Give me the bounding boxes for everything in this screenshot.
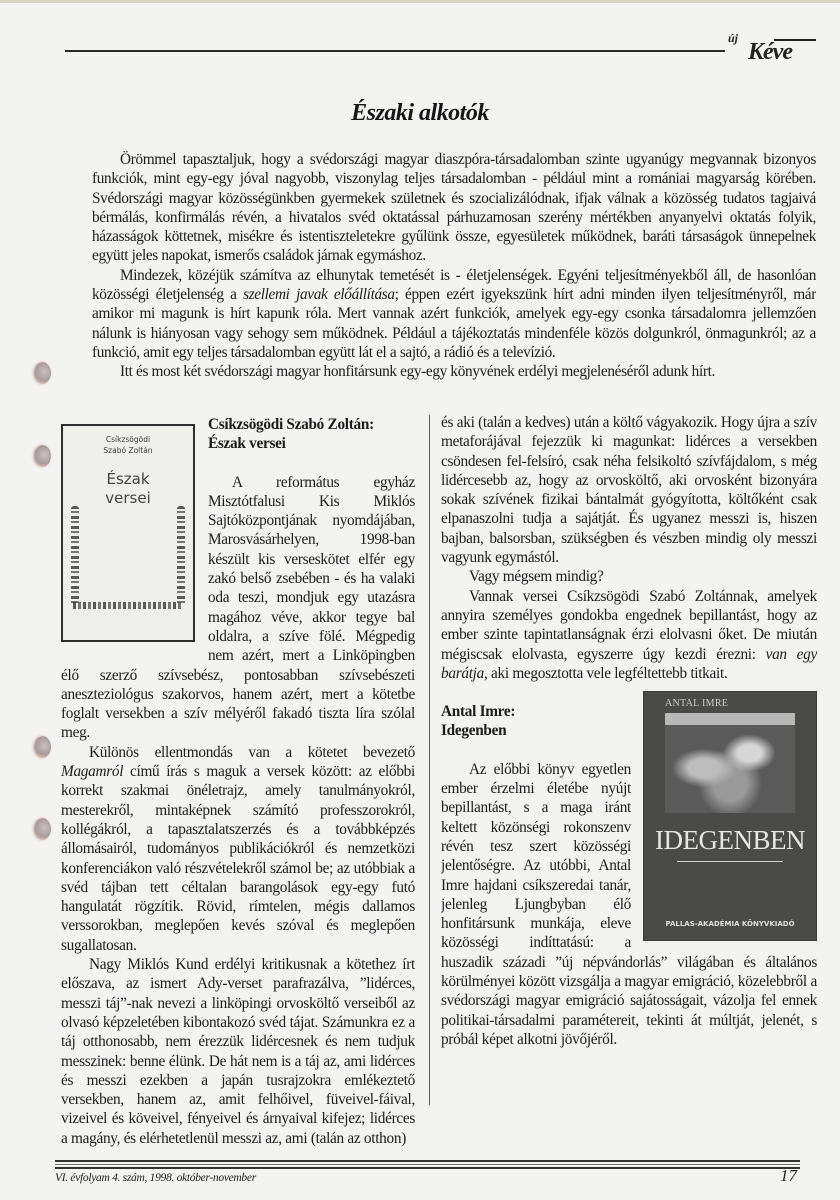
book1-heading-line1: Csíkzsögödi Szabó Zoltán: <box>208 416 374 433</box>
book2-heading-line1: Antal Imre: <box>441 703 516 721</box>
header-rule <box>65 50 725 52</box>
intro-paragraph-3 <box>92 362 816 381</box>
cover-title <box>63 470 193 508</box>
intro-p2-text-a: Mindezek, közéjük számítva az elhunytak temetését is - életjelenségek. Egyéni teljesítményekből áll, de hasonlóan közösségi életjelenség a <box>92 266 816 304</box>
cover2-author: ANTAL IMRE <box>665 698 729 710</box>
intro-paragraph-2 <box>92 266 816 362</box>
column-divider <box>429 415 430 1105</box>
book2-paragraph-1-cont: és általános körülményei között vizsgálja a magyar emigráció, közelebbről a svédországi magyar emigráció sajátosságait, vázolja fel ennek politikai-társadalmi paramétereit, tekinti át múltját, jelenét, s próbál képet alkotni jövőjéről. <box>441 953 817 1048</box>
cover2-publisher: PALLAS-AKADÉMIA KÖNYVKIADÓ <box>665 920 795 929</box>
left-column <box>61 415 415 1155</box>
book1-paragraph-2 <box>61 743 415 955</box>
binder-hole <box>34 818 51 840</box>
binder-hole <box>34 362 51 384</box>
logo-prefix: új <box>728 31 739 45</box>
binder-hole <box>34 736 51 758</box>
intro-p2-italic: szellemi javak előállítása <box>243 286 395 304</box>
footer-rule-1 <box>55 1160 800 1162</box>
floral-ornament-bottom <box>73 602 183 609</box>
book1-paragraph-5 <box>441 587 817 683</box>
floral-ornament-right <box>177 506 185 606</box>
cover-author-line2: Szabó Zoltán <box>103 446 153 455</box>
book1-paragraph-3-cont: és aki (talán a kedves) után a költő vágyakozik. Hogy újra a szív metaforájával fejezzük ki magunkat: lidérces a versekben csöndesen fel-felsíró, csak néha felsikoltó szívfájdalom, s még lidércesebb az, hogy az orvosköltő, aki orvosként bizonyára sokak szívének fizikai bántalmát gyógyította, költőként csak elpanaszolni tudja a sajátját. És ugyanez messzi is, hiszen bajban, balsorsban, szükségben és vészben mindig oly messzi vagyunk egymástól. <box>441 414 817 567</box>
book-cover-eszak-versei <box>61 424 195 642</box>
intro-p1-text: Örömmel tapasztaljuk, hogy a svédországi magyar diaszpóra-társadalomban szinte ugyanúgy megvannak bizonyos funkciók, mint egy-egy jóval nagyobb, viszonylag teljes társadalomban - például mint a romániai magyarság körében. Svédországi magyar közösségünkben gyermekek születnek és szocializálódnak, ifjak válnak a közösség tudatos tagjaivá bérmálás, konfirmálás révén, a hivatalos svéd oktatással párhuzamosan szerény mértékben anyanyelvi oktatás folyik, házasságok köttetnek, misékre és istentiszteletekre gyűlünk össze, egyesületek működnek, baráti társaságok ünnepelnek együtt jeles napokat, ismerős családok járnak egymáshoz. <box>92 151 816 265</box>
book2-heading-line2: Idegenben <box>441 722 507 740</box>
book1-paragraph-3: Nagy Miklós Kund erdélyi kritikusnak a kötethez írt előszava, az ismert Ady-verset parafrazálva, ”lidérces, messzi táj”-nak nevezi a linköpingi orvosköltő verseiből az olvasó képzeletében kibontakozó svéd tájat. Számunkra ez a táj otthonosabb, nem érezzük lidércesnek és nem tudjuk messzinek: benne élünk. De hát nem is a táj az, ami lidérces és messzi ezekben a japán tusrajzokra emlékeztető versekben, hanem az, amit felhőivel, füveivel-fáival, vizeivel és köveivel, fényeivel és árnyaival kifejez; lidérces a magány, és elérhetetlenül messzi az, ami (talán az otthon) <box>61 956 415 1147</box>
cover2-photo <box>665 713 795 813</box>
cover2-rule <box>677 861 783 862</box>
issue-info: VI. évfolyam 4. szám, 1998. október-november <box>55 1172 256 1184</box>
footer-rule-2 <box>55 1164 800 1165</box>
book1-p5-pre: Vannak versei Csíkzsögödi Szabó Zoltánnak, amelyek annyira személyes gondokba engednek bepillantást, hogy az ember szinte tapintatlanságnak érzi elolvasni őket. De miután mégiscsak elolvasta, egyszerre úgy kezdi érezni: <box>441 587 817 663</box>
book1-p5-post: , aki megosztotta vele legféltettebb titkait. <box>483 664 728 682</box>
logo-bar <box>774 39 816 41</box>
right-column <box>441 413 817 1155</box>
book1-p2-pre: Különös ellentmondás van a kötetet bevezető <box>89 743 415 761</box>
magazine-logo <box>726 28 826 68</box>
binder-hole <box>34 445 51 467</box>
book1-paragraph-4: Vagy mégsem mindig? <box>469 568 604 586</box>
cover2-title: IDEGENBEN <box>655 825 805 856</box>
intro-p2-text-b: ; éppen ezért igyekszünk hírt adni minden ilyen teljesítményről, már amikor mi magunk is hírt kapunk róla. Mert vannak azért funkciók, amelyek egy-egy csonka társadalomra jellemzően nálunk is hiányosan vagy sehogy sem működnek. Például a tájékoztatás mindenféle közös dolgunkról, önmagunkról; az a funkció, amit egy teljes társadalomban együtt lát el a sajtó, a rádió és a televízió. <box>92 286 816 361</box>
book-cover-idegenben <box>643 691 817 941</box>
book1-paragraph-1-cont: szívsebész, pontosabban szívsebészeti aneszteziológus szakorvos, hanem azért, mert a kötetbe foglalt versekben a szív mélyéről fakadó tiszta líra szólal meg. <box>61 666 415 742</box>
footer-rule-3 <box>55 1167 800 1169</box>
intro-paragraph-1 <box>92 150 816 266</box>
page-number: 17 <box>780 1166 797 1185</box>
book1-p5-italic: van egy barátja <box>441 645 817 682</box>
cover-title-line1: Észak <box>106 470 150 488</box>
intro-p3-text: Itt és most két svédországi magyar honfitársunk egy-egy könyvének erdélyi megjelenéséről adunk hírt. <box>120 363 715 381</box>
cover-author <box>63 434 193 456</box>
footer-rules <box>55 1160 800 1169</box>
article-title: Északi alkotók <box>351 100 489 126</box>
logo-name: Kéve <box>748 39 792 65</box>
intro-section <box>92 150 816 405</box>
cover-title-line2: versei <box>105 489 151 507</box>
book1-p2-post: című írás s maguk a versek között: az előbbi korrekt szakmai önéletrajz, amely tanulmányokról, mesterekről, mintaképnek számító professzorokról, kollégákról, a tapasztalatszerzés és a továbbképzés állomásairól, tudományos publikációkról és nemzetközi konferenciákon való részvételekről számol be; az utóbbiak a svéd tájban tett céltalan barangolások egy-egy futó hangulatát rögzítik. Rövid, rímtelen, mégis dallamos verssorokban, meglepően kevés szóval és meglepően sugallatosan. <box>61 763 415 954</box>
book1-heading-line2: Észak versei <box>208 435 286 453</box>
book2-paragraph-1-side: Az előbbi könyv egyetlen ember érzelmi életébe nyújt bepillantást, s a maga iránt keltett közönségi rokonszenv révén tesz szert közösségi jelentőségre. Az utóbbi, Antal Imre hajdani csíkszeredai tanár, jelenleg Ljungbyban élő honfitársunk munkája, eleve közösségi indíttatású: a huszadik századi ”új népvándorlás” világában <box>441 760 734 971</box>
book1-p2-italic: Magamról <box>61 763 124 781</box>
cover-author-line1: Csíkzsögödi <box>105 435 151 444</box>
book1-paragraph-1-side: A református egyház Misztótfalusi Kis Miklós Sajtóközpontjának nyomdájában, Marosvásárhelyen, 1998-ban készült kis verseskötet elfér egy zakó belső zsebében - és ha valaki oda teszi, mondjuk egy utazásra magához véve, akkor tegye bal oldalra, a szíve fölé. Mégpedig nem azért, mert a Linköpingben élő szerző <box>61 473 415 684</box>
floral-ornament-left <box>71 506 79 606</box>
page-top-edge <box>0 0 840 3</box>
